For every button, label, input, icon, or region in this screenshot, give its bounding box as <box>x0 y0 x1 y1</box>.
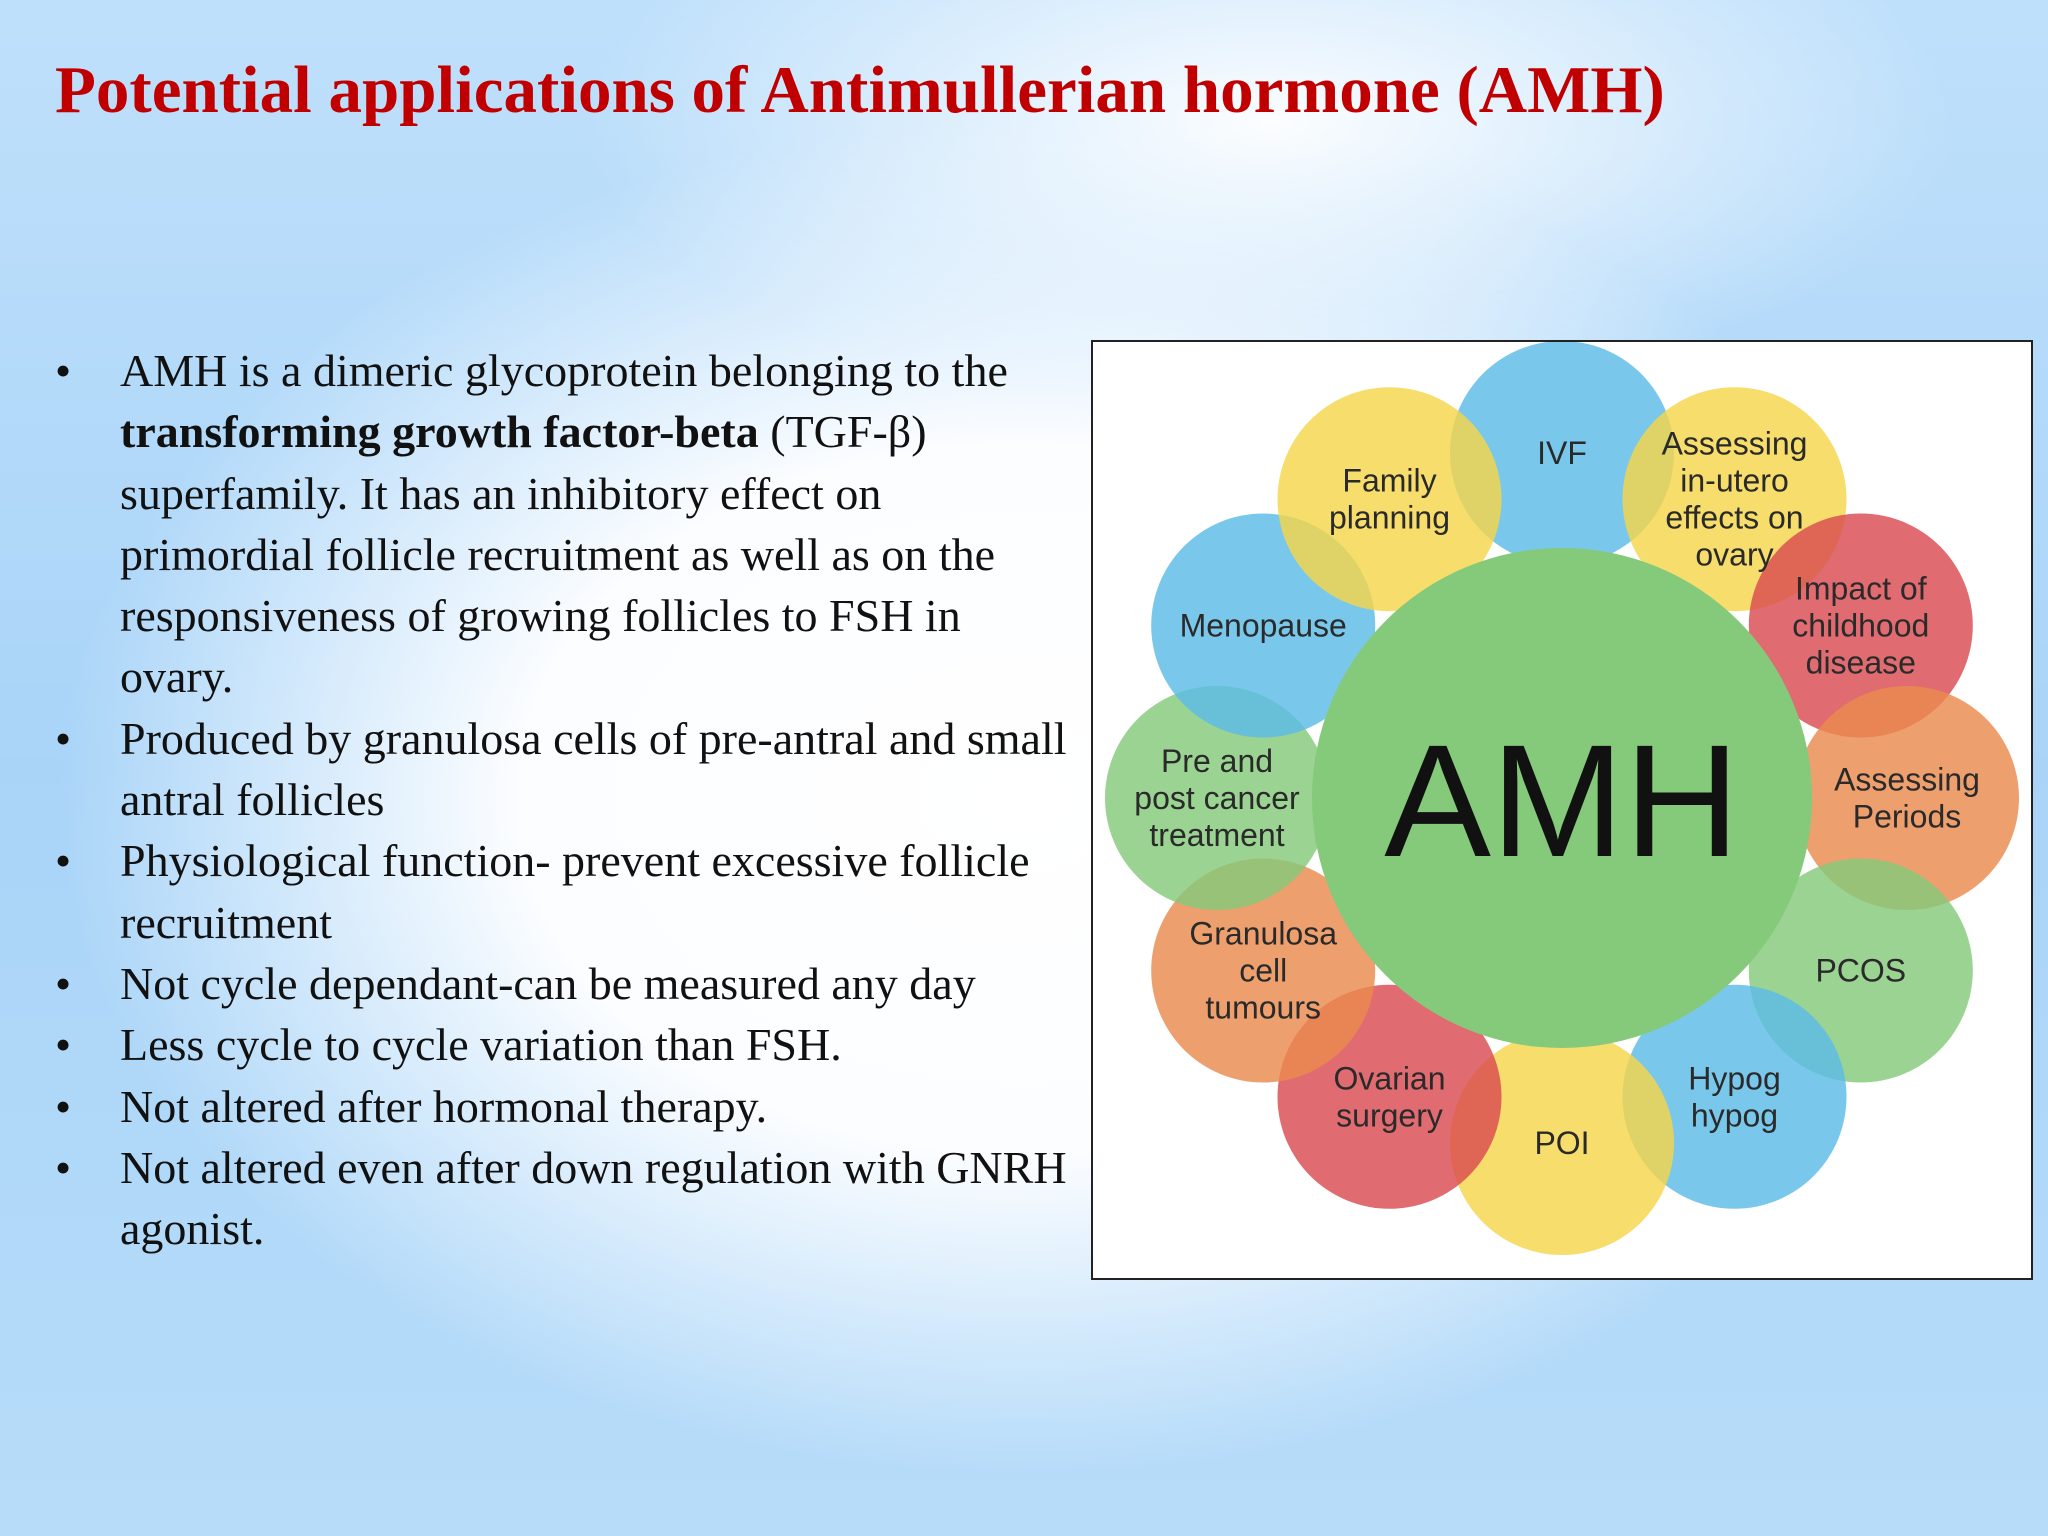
bullet-text: Not altered after hormonal therapy. <box>120 1080 768 1132</box>
petal-label-pcos <box>1815 953 1906 989</box>
petal-label-line: IVF <box>1537 435 1587 471</box>
bullet-item <box>55 830 1085 953</box>
petal-label-line: Pre and <box>1160 743 1274 779</box>
bullet-text: Not cycle dependant-can be measured any day <box>120 957 976 1009</box>
petal-label-line: Impact of <box>1794 570 1927 607</box>
petal-label-line: Ovarian <box>1333 1060 1446 1097</box>
bullet-list <box>55 340 1085 1259</box>
bullet-item <box>55 1014 1085 1075</box>
petal-label-ivf <box>1537 435 1587 471</box>
bullet-marker: • <box>55 1080 72 1132</box>
petal-label-line: tumours <box>1205 989 1321 1026</box>
bullet-item <box>55 1076 1085 1137</box>
bullet-marker: • <box>55 712 72 764</box>
petal-label-line: childhood <box>1792 607 1930 644</box>
petal-label-menopause <box>1180 608 1347 644</box>
slide-title: Potential applications of Antimullerian hormone (AMH) <box>55 53 1665 127</box>
petal-label-line: Granulosa <box>1189 915 1338 952</box>
petal-label-line: Assessing <box>1834 761 1980 798</box>
petal-label-line: effects on <box>1665 499 1804 536</box>
petal-label-line: ovary <box>1695 536 1774 573</box>
petal-label-line: treatment <box>1149 817 1285 853</box>
petal-label-family-planning <box>1329 463 1450 536</box>
petal-label-line: Hypog <box>1688 1060 1781 1097</box>
petal-label-line: Menopause <box>1179 607 1347 644</box>
amh-diagram <box>1091 340 2033 1280</box>
bullet-text: AMH is a dimeric glycoprotein belonging to the <box>120 345 1008 396</box>
bullet-text: (TGF-β) superfamily. It has an inhibitory effect on primordial follicle recruitment as well as on the responsiveness of growing follicles to FSH in ovary. <box>120 406 995 703</box>
petal-label-line: disease <box>1805 644 1916 681</box>
petal-label-line: hypog <box>1690 1097 1779 1134</box>
bullet-marker: • <box>55 957 72 1009</box>
petal-label-line: in-utero <box>1680 462 1789 499</box>
petal-label-line: Assessing <box>1661 425 1808 462</box>
petal-label-impact-childhood <box>1792 571 1929 681</box>
bullet-item <box>55 953 1085 1014</box>
bullet-text: Produced by granulosa cells of pre-antral and small antral follicles <box>120 712 1067 826</box>
petal-label-line: Family <box>1342 462 1437 499</box>
bullet-text: Not altered even after down regulation with GNRH agonist. <box>120 1141 1067 1255</box>
petal-label-ovarian-surgery <box>1333 1060 1445 1133</box>
petal-label-line: post cancer <box>1134 780 1300 816</box>
amh-center-label: AMH <box>1384 711 1740 890</box>
petal-label-line: planning <box>1329 499 1450 536</box>
bullet-item <box>55 708 1085 831</box>
petal-label-poi <box>1534 1125 1589 1161</box>
bullet-item <box>55 340 1085 708</box>
bullet-text: Less cycle to cycle variation than FSH. <box>120 1019 842 1071</box>
petal-label-line: surgery <box>1336 1097 1443 1134</box>
petal-label-assessing-periods <box>1834 762 1980 835</box>
amh-diagram-svg <box>1093 342 2031 1278</box>
bullet-bold-text: transforming growth factor-beta <box>120 406 759 458</box>
petal-label-line: PCOS <box>1815 952 1907 989</box>
petal-label-line: POI <box>1534 1125 1590 1161</box>
bullet-marker: • <box>55 1019 72 1071</box>
bullet-text: Physiological function- prevent excessive follicle recruitment <box>120 835 1030 948</box>
bullet-marker: • <box>55 345 72 396</box>
petal-label-line: Periods <box>1852 798 1962 835</box>
petal-label-line: cell <box>1239 952 1288 989</box>
bullet-marker: • <box>55 1141 72 1193</box>
bullet-item <box>55 1137 1085 1260</box>
petal-label-hypog <box>1688 1060 1781 1133</box>
bullet-marker: • <box>55 835 72 887</box>
